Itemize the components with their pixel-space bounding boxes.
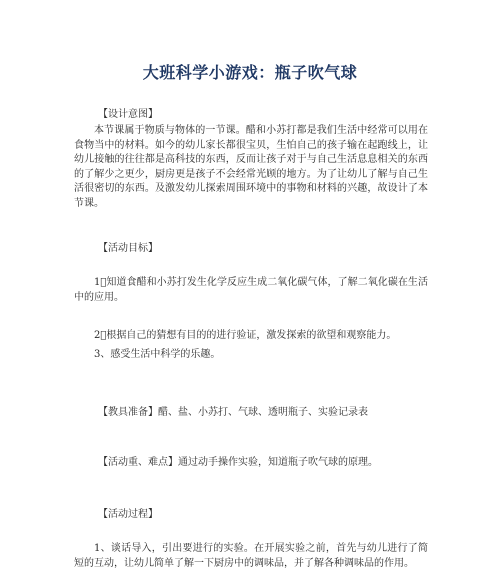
process-item-1: 1、谈话导入，引出要进行的实验。在开展实验之前，首先与幼儿进行了简短的互动，让幼儿简单了解一下厨房中的调味品，并了解各种调味品的作用。	[74, 543, 428, 569]
document-title: 大班科学小游戏：瓶子吹气球	[142, 63, 358, 82]
goal-item-3: 3、感受生活中科学的乐趣。	[94, 349, 221, 360]
goal-item-1: 1⃣知道食醋和小苏打发生化学反应生成二氧化碳气体，了解二氧化碳在生活中的应用。	[74, 277, 428, 303]
process-heading: 【活动过程】	[98, 509, 158, 520]
goals-heading: 【活动目标】	[98, 243, 158, 254]
goal-item-2: 2⃣根据自己的猜想有目的的进行验证，激发探索的欲望和观察能力。	[94, 330, 397, 341]
materials-line: 【教具准备】醋、盐、小苏打、气球、透明瓶子、实验记录表	[98, 407, 368, 418]
design-intent-paragraph: 本节课属于物质与物体的一节课。醋和小苏打都是我们生活中经常可以用在食物当中的材料。如今的幼儿家长都很宝贝，生怕自己的孩子输在起跑线上，让幼儿接触的往往都是高科技的东西，反而让孩子对于与自己生活息息相关的东西的了解少之更少，厨房更是孩子不会经常光顾的地方。为了让幼儿了解与自己生活很密切的东西。及激发幼儿探索周围环境中的事物和材料的兴趣，故设计了本节课。	[74, 125, 428, 209]
key-points-line: 【活动重、难点】通过动手操作实验，知道瓶子吹气球的原理。	[98, 457, 378, 468]
design-intent-heading: 【设计意图】	[98, 109, 158, 120]
